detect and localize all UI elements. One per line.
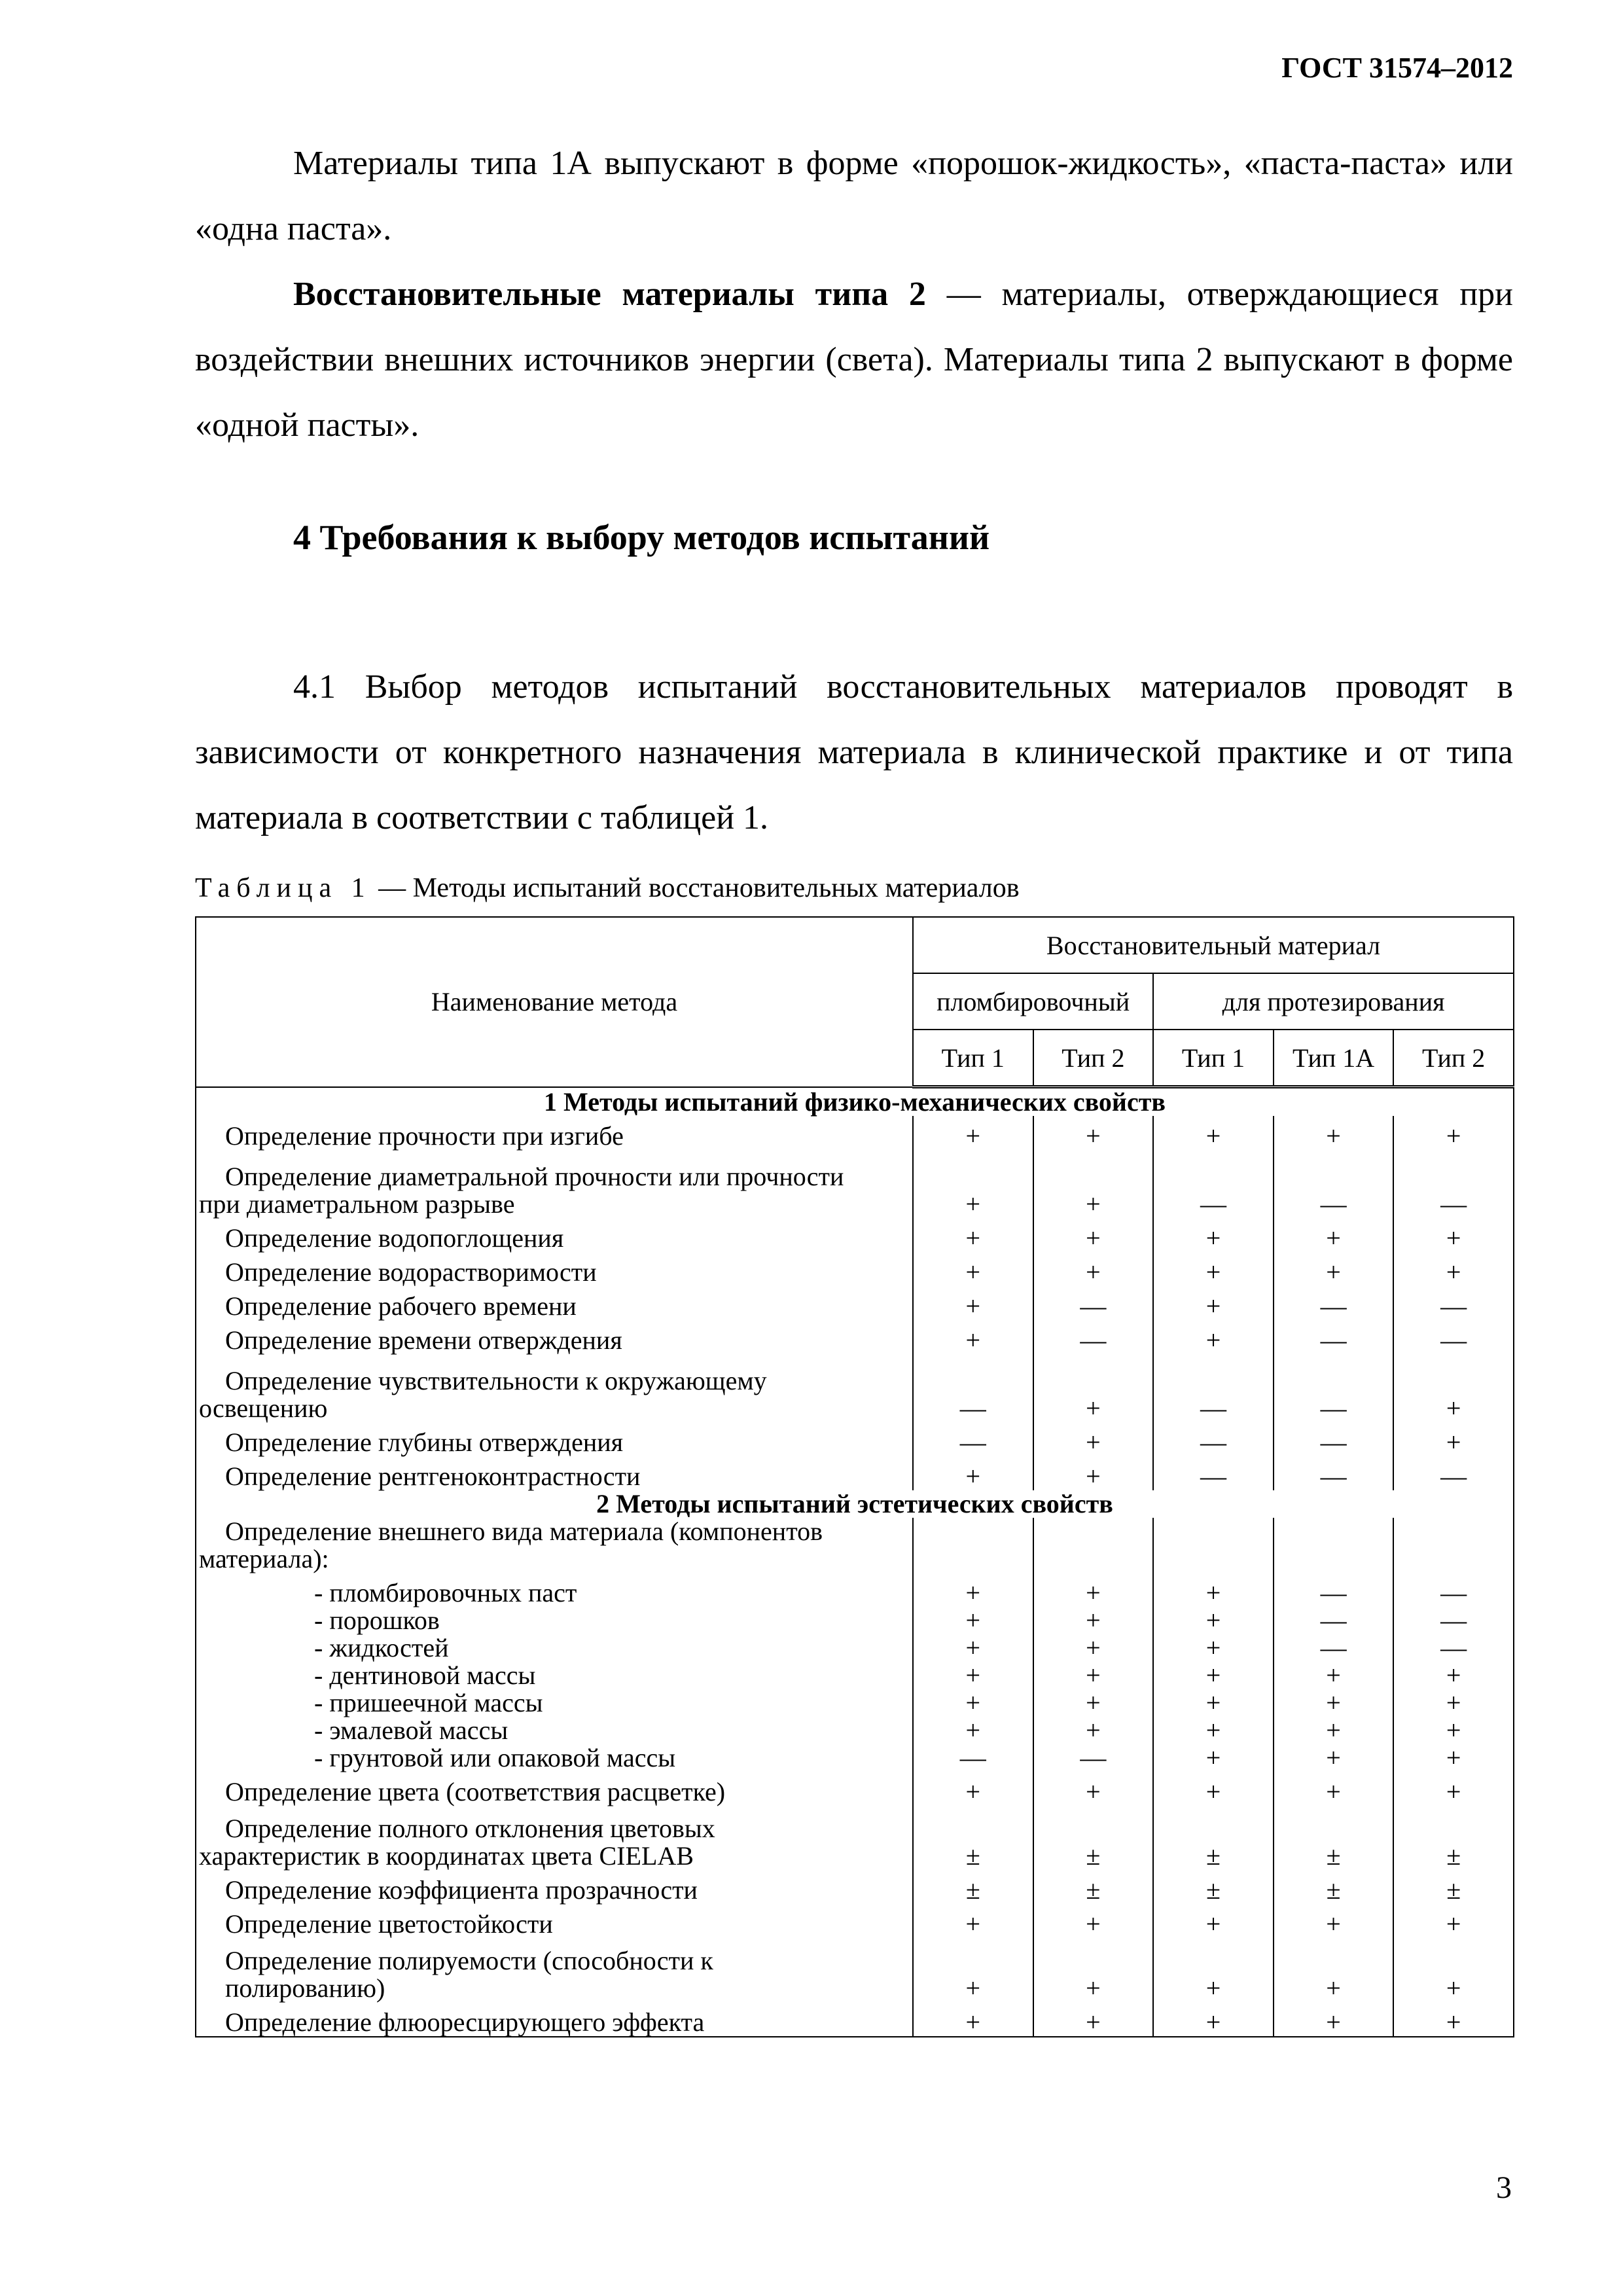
applicability-cell: + <box>1153 1218 1274 1252</box>
applicability-cell: — <box>1153 1456 1274 1490</box>
applicability-cell: — <box>1393 1607 1514 1634</box>
method-name-line: Определение рабочего времени <box>225 1291 577 1321</box>
applicability-cell: + <box>1033 1607 1154 1634</box>
column-header-type: Тип 2 <box>1393 1030 1514 1087</box>
applicability-cell: — <box>1393 1286 1514 1320</box>
method-name <box>196 1938 913 2002</box>
applicability-cell: + <box>913 1252 1033 1286</box>
table-row <box>196 1870 1514 1904</box>
table-caption <box>195 872 1020 904</box>
applicability-cell: + <box>1274 1116 1394 1150</box>
column-header-material: Восстановительный материал <box>913 917 1514 973</box>
group-heading: 1 Методы испытаний физико-механических свойств <box>196 1087 1514 1117</box>
applicability-cell: + <box>1393 1904 1514 1938</box>
method-name <box>196 1634 913 1662</box>
applicability-cell: — <box>1274 1286 1394 1320</box>
applicability-cell: — <box>1274 1422 1394 1456</box>
table-row <box>196 1717 1514 1744</box>
method-name-line: Определение цвета (соответствия расцветке) <box>225 1777 726 1806</box>
applicability-cell: + <box>913 1904 1033 1938</box>
applicability-cell: + <box>913 2002 1033 2037</box>
applicability-cell: — <box>1274 1607 1394 1634</box>
applicability-cell: + <box>1153 2002 1274 2037</box>
methods-table <box>195 916 1514 2037</box>
applicability-cell: + <box>1393 1116 1514 1150</box>
table-row <box>196 1689 1514 1717</box>
applicability-cell: + <box>913 1634 1033 1662</box>
method-name-line: Определение диаметральной прочности или прочности <box>225 1162 844 1191</box>
applicability-cell: + <box>1033 1717 1154 1744</box>
applicability-cell: — <box>1274 1354 1394 1422</box>
applicability-cell: + <box>1153 1607 1274 1634</box>
table-row <box>196 1150 1514 1218</box>
applicability-cell: + <box>1033 1573 1154 1607</box>
document-code: ГОСТ 31574–2012 <box>1281 52 1513 84</box>
applicability-cell: + <box>1153 1938 1274 2002</box>
method-name-line: Определение рентгеноконтрастности <box>225 1462 641 1491</box>
table-row <box>196 1320 1514 1354</box>
applicability-cell: + <box>1274 1662 1394 1689</box>
applicability-cell: ± <box>1274 1806 1394 1870</box>
column-header-type: Тип 1 <box>1153 1030 1274 1087</box>
applicability-cell: + <box>1393 1772 1514 1806</box>
applicability-cell <box>1153 1518 1274 1573</box>
table-row <box>196 1573 1514 1607</box>
table-group-row <box>196 1087 1514 1117</box>
applicability-cell: + <box>1153 1744 1274 1772</box>
method-name-line: при диаметральном разрыве <box>199 1189 515 1219</box>
applicability-cell: — <box>1274 1573 1394 1607</box>
applicability-cell: + <box>1033 1689 1154 1717</box>
method-name-line: Определение водорастворимости <box>225 1257 597 1287</box>
applicability-cell: + <box>913 1772 1033 1806</box>
method-name <box>196 1354 913 1422</box>
table-row <box>196 1116 1514 1150</box>
table-row <box>196 1252 1514 1286</box>
applicability-cell: ± <box>1033 1806 1154 1870</box>
method-name <box>196 1456 913 1490</box>
applicability-cell: + <box>1393 1662 1514 1689</box>
applicability-cell: + <box>913 1938 1033 2002</box>
applicability-cell: — <box>1393 1320 1514 1354</box>
applicability-cell: — <box>1033 1744 1154 1772</box>
applicability-cell: — <box>913 1354 1033 1422</box>
applicability-cell: + <box>1393 1218 1514 1252</box>
applicability-cell: + <box>1393 1252 1514 1286</box>
applicability-cell: ± <box>913 1870 1033 1904</box>
table-row <box>196 1518 1514 1573</box>
applicability-cell: + <box>1153 1286 1274 1320</box>
table-row <box>196 1607 1514 1634</box>
method-name <box>196 1607 913 1634</box>
applicability-cell: + <box>1033 1456 1154 1490</box>
method-name-line: Определение водопоглощения <box>225 1223 564 1253</box>
applicability-cell: + <box>913 1286 1033 1320</box>
applicability-cell: — <box>1153 1422 1274 1456</box>
applicability-cell: + <box>1393 1422 1514 1456</box>
method-name <box>196 1150 913 1218</box>
column-header-type: Тип 1А <box>1274 1030 1394 1087</box>
applicability-cell: + <box>1153 1320 1274 1354</box>
method-name-line: Определение коэффициента прозрачности <box>225 1875 698 1905</box>
method-name <box>196 1870 913 1904</box>
applicability-cell: ± <box>1153 1806 1274 1870</box>
applicability-cell: + <box>1033 2002 1154 2037</box>
method-name <box>196 1286 913 1320</box>
applicability-cell: + <box>913 1662 1033 1689</box>
applicability-cell: + <box>1033 1772 1154 1806</box>
applicability-cell: + <box>1393 1354 1514 1422</box>
applicability-cell: — <box>1274 1150 1394 1218</box>
applicability-cell: — <box>1274 1456 1394 1490</box>
method-name <box>196 1320 913 1354</box>
applicability-cell: + <box>1274 1218 1394 1252</box>
applicability-cell: ± <box>913 1806 1033 1870</box>
applicability-cell: — <box>1393 1634 1514 1662</box>
applicability-cell: + <box>1033 1422 1154 1456</box>
applicability-cell: ± <box>1033 1870 1154 1904</box>
method-name-line: - дентиновой массы <box>314 1660 536 1690</box>
applicability-cell: — <box>1393 1150 1514 1218</box>
method-name-line: - эмалевой массы <box>314 1715 508 1745</box>
method-name <box>196 1422 913 1456</box>
applicability-cell: + <box>1153 1573 1274 1607</box>
applicability-cell: + <box>1393 2002 1514 2037</box>
applicability-cell: + <box>1033 1938 1154 2002</box>
table-row <box>196 1744 1514 1772</box>
method-name <box>196 1116 913 1150</box>
applicability-cell: + <box>1393 1689 1514 1717</box>
applicability-cell: + <box>1033 1904 1154 1938</box>
method-name <box>196 1573 913 1607</box>
method-name <box>196 1772 913 1806</box>
table-row <box>196 1938 1514 2002</box>
method-name-line: Определение чувствительности к окружающему <box>225 1366 767 1395</box>
applicability-cell: + <box>913 1116 1033 1150</box>
applicability-cell: + <box>1153 1252 1274 1286</box>
applicability-cell: + <box>1153 1717 1274 1744</box>
type-2-term: Восстановительные материалы типа 2 <box>293 276 926 313</box>
applicability-cell: — <box>1033 1286 1154 1320</box>
method-name-line: Определение флюоресцирующего эффекта <box>225 2007 705 2037</box>
method-name-line: Определение цветостойкости <box>225 1909 553 1939</box>
applicability-cell: + <box>913 1607 1033 1634</box>
column-header-method: Наименование метода <box>196 917 913 1087</box>
applicability-cell: ± <box>1393 1870 1514 1904</box>
method-name <box>196 1744 913 1772</box>
page-number: 3 <box>1496 2170 1512 2205</box>
method-name <box>196 2002 913 2037</box>
applicability-cell: — <box>1274 1634 1394 1662</box>
table-row <box>196 1662 1514 1689</box>
method-name <box>196 1806 913 1870</box>
applicability-cell: + <box>1393 1744 1514 1772</box>
column-header-type: Тип 1 <box>913 1030 1033 1087</box>
method-name-line: - пришеечной массы <box>314 1688 543 1717</box>
method-name <box>196 1662 913 1689</box>
table-row <box>196 1354 1514 1422</box>
method-name-line: Определение полируемости (способности к <box>225 1946 713 1975</box>
applicability-cell: ± <box>1153 1870 1274 1904</box>
column-header-filling: пломбировочный <box>913 973 1153 1030</box>
paragraph-type-1a: Материалы типа 1А выпускают в форме «порошок-жидкость», «паста-паста» или «одна паста». <box>195 145 1513 247</box>
applicability-cell: + <box>1153 1116 1274 1150</box>
applicability-cell: + <box>1033 1634 1154 1662</box>
table-row <box>196 1634 1514 1662</box>
method-name-line: Определение внешнего вида материала (компонентов <box>225 1516 823 1546</box>
applicability-cell: + <box>913 1150 1033 1218</box>
method-name <box>196 1689 913 1717</box>
applicability-cell <box>1393 1518 1514 1573</box>
applicability-cell <box>1274 1518 1394 1573</box>
applicability-cell: + <box>1274 1772 1394 1806</box>
applicability-cell: + <box>1274 2002 1394 2037</box>
method-name-line: - порошков <box>314 1605 440 1635</box>
table-row <box>196 1772 1514 1806</box>
table-row <box>196 1422 1514 1456</box>
method-name-line: Определение полного отклонения цветовых <box>225 1814 715 1843</box>
applicability-cell: + <box>1153 1689 1274 1717</box>
applicability-cell: + <box>1033 1218 1154 1252</box>
method-name-line: материала): <box>199 1544 329 1573</box>
method-name-line: освещению <box>199 1393 328 1423</box>
applicability-cell: + <box>1033 1354 1154 1422</box>
table-group-row <box>196 1490 1514 1518</box>
column-header-type: Тип 2 <box>1033 1030 1154 1087</box>
applicability-cell: + <box>1033 1252 1154 1286</box>
applicability-cell: + <box>1393 1717 1514 1744</box>
applicability-cell: + <box>913 1573 1033 1607</box>
method-name-line: характеристик в координатах цвета CIELAB <box>199 1841 694 1871</box>
applicability-cell: + <box>1274 1717 1394 1744</box>
applicability-cell: + <box>1274 1904 1394 1938</box>
applicability-cell: + <box>913 1456 1033 1490</box>
method-name-line: - пломбировочных паст <box>314 1578 577 1607</box>
table-row <box>196 1218 1514 1252</box>
method-name-line: полированию) <box>225 1973 385 2003</box>
method-name-line: Определение времени отверждения <box>225 1325 622 1355</box>
applicability-cell: — <box>1153 1150 1274 1218</box>
applicability-cell: + <box>1274 1744 1394 1772</box>
group-heading: 2 Методы испытаний эстетических свойств <box>196 1490 1514 1518</box>
applicability-cell: + <box>1033 1662 1154 1689</box>
applicability-cell: + <box>1033 1116 1154 1150</box>
applicability-cell: + <box>913 1218 1033 1252</box>
method-name <box>196 1252 913 1286</box>
applicability-cell: — <box>1033 1320 1154 1354</box>
section-title: 4 Требования к выбору методов испытаний <box>293 518 990 557</box>
table-row <box>196 2002 1514 2037</box>
applicability-cell: + <box>1153 1662 1274 1689</box>
applicability-cell: + <box>1393 1938 1514 2002</box>
applicability-cell <box>913 1518 1033 1573</box>
applicability-cell: + <box>913 1717 1033 1744</box>
applicability-cell: + <box>1274 1938 1394 2002</box>
column-header-prosthetic: для протезирования <box>1153 973 1514 1030</box>
method-name-line: - грунтовой или опаковой массы <box>314 1743 676 1772</box>
method-name <box>196 1518 913 1573</box>
applicability-cell: + <box>1274 1252 1394 1286</box>
applicability-cell: — <box>913 1422 1033 1456</box>
paragraph-4-1: 4.1 Выбор методов испытаний восстановительных материалов проводят в зависимости от конкретного назначения материала в клинической практике и от типа материала в соответствии с таблицей 1. <box>195 668 1513 836</box>
method-name <box>196 1717 913 1744</box>
table-caption-text: — Методы испытаний восстановительных материалов <box>371 873 1020 903</box>
table-caption-label: Таблица 1 <box>195 873 372 903</box>
applicability-cell: + <box>1274 1689 1394 1717</box>
table-row <box>196 1286 1514 1320</box>
paragraph-type-2 <box>195 262 1513 458</box>
applicability-cell: + <box>1153 1772 1274 1806</box>
method-name <box>196 1218 913 1252</box>
table-row <box>196 1456 1514 1490</box>
method-name-line: Определение прочности при изгибе <box>225 1121 624 1151</box>
applicability-cell: + <box>913 1689 1033 1717</box>
applicability-cell: + <box>1153 1904 1274 1938</box>
applicability-cell: + <box>1153 1634 1274 1662</box>
applicability-cell: — <box>1393 1573 1514 1607</box>
method-name-line: - жидкостей <box>314 1633 449 1662</box>
table-row <box>196 1904 1514 1938</box>
type-2-definition: — материалы, отверждающиеся при воздействии внешних источников энергии (света). Материалы типа 2 выпускают в форме «одной пасты». <box>195 276 1513 444</box>
applicability-cell <box>1033 1518 1154 1573</box>
applicability-cell: ± <box>1393 1806 1514 1870</box>
table-row <box>196 1806 1514 1870</box>
applicability-cell: + <box>913 1320 1033 1354</box>
applicability-cell: — <box>1274 1320 1394 1354</box>
applicability-cell: + <box>1033 1150 1154 1218</box>
applicability-cell: — <box>1393 1456 1514 1490</box>
applicability-cell: — <box>1153 1354 1274 1422</box>
applicability-cell: ± <box>1274 1870 1394 1904</box>
method-name <box>196 1904 913 1938</box>
applicability-cell: — <box>913 1744 1033 1772</box>
method-name-line: Определение глубины отверждения <box>225 1427 624 1457</box>
